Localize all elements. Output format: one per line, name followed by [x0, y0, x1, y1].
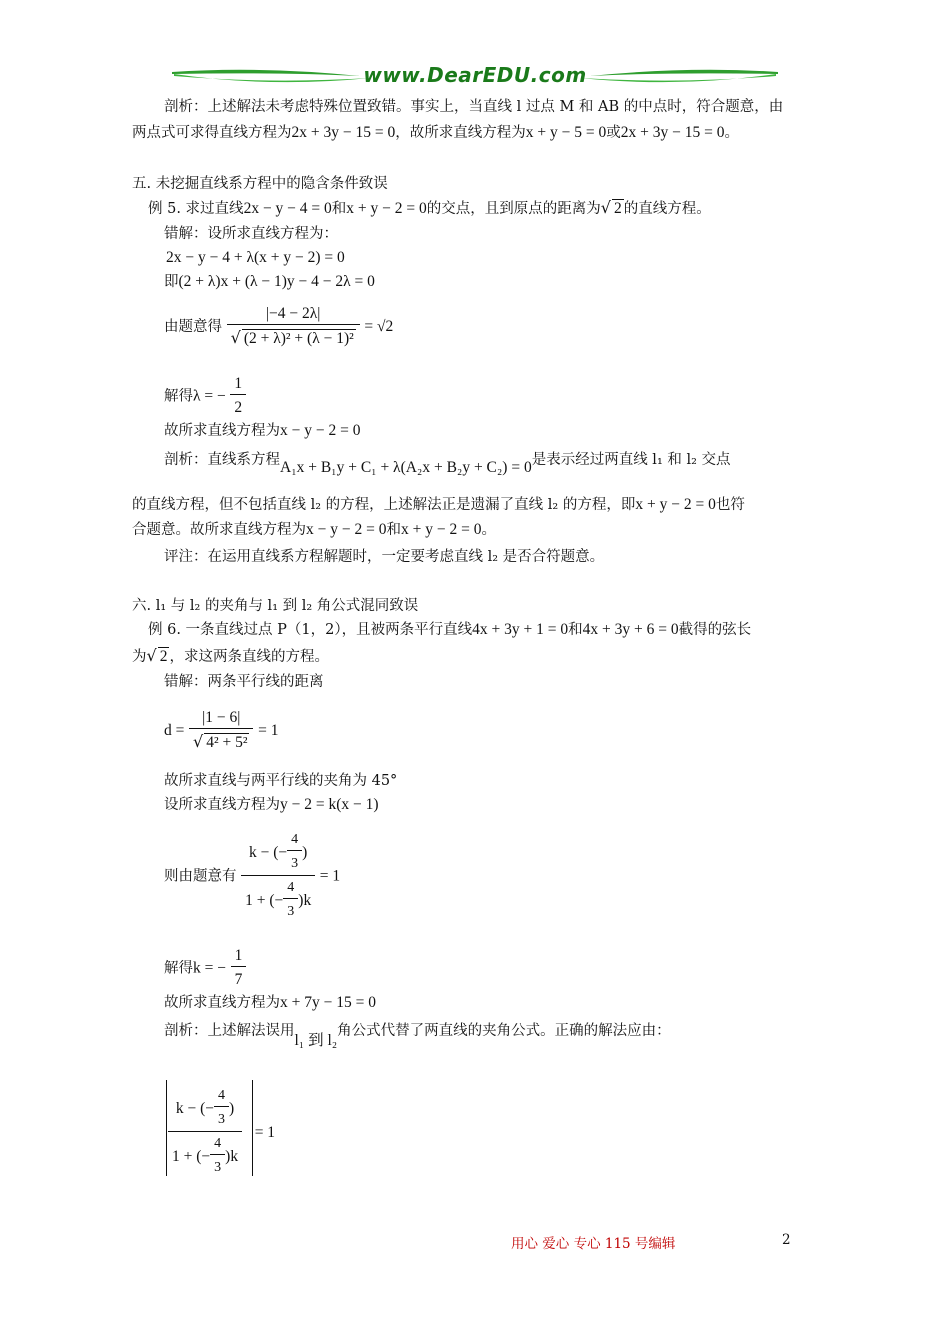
denominator: √ (2 + λ)² + (λ − 1)² — [227, 324, 360, 350]
text: 例 6. 一条直线过点 P（1，2），且被两条平行直线 — [148, 622, 473, 638]
sec6-final-condition — [168, 1086, 275, 1179]
lhs: k = − — [193, 959, 226, 977]
sec5-analysis-line1 — [164, 450, 731, 476]
sec5-solve — [164, 374, 246, 419]
sec5-example — [148, 198, 711, 219]
sec5-equation-a: 2x − y − 4 + λ(x + y − 2) = 0 — [166, 249, 345, 266]
text: 剖析：上述解法误用 — [164, 1023, 295, 1039]
footer-tag: 用心 爱心 专心 115 号编辑 — [511, 1236, 676, 1252]
equation: 4x + 3y + 6 = 0 — [582, 621, 679, 638]
text: ，故所求直线方程为 — [395, 125, 526, 141]
text: 截得的弦长 — [678, 622, 752, 638]
text: 和 — [568, 622, 583, 638]
fraction — [227, 304, 360, 350]
site-logo-text: www.DearEDU.com — [363, 63, 587, 87]
text: 解得 — [164, 388, 193, 405]
text: 的直线方程，但不包括直线 l₂ 的方程，上述解法正是遗漏了直线 l₂ 的方程，即 — [132, 497, 636, 513]
text: 合题意。故所求直线方程为 — [132, 522, 306, 538]
text: 和 — [331, 201, 347, 217]
equation: x + y − 2 = 0 — [635, 496, 716, 513]
sec4-analysis-line1: 剖析：上述解法未考虑特殊位置致错。事实上，当直线 l 过点 M 和 AB 的中点时，符合题意，由 — [164, 99, 784, 115]
sec5-answer — [164, 421, 360, 441]
rhs: = 1 — [254, 1123, 276, 1141]
text: 是表示经过两直线 l₁ 和 l₂ 交点 — [531, 452, 731, 468]
text: 由题意得 — [164, 319, 222, 335]
fraction: $\frac{|1 - 6|}{\text{√ 4² + 5²}}$ — [189, 708, 254, 754]
sec6-set-equation — [164, 795, 379, 815]
denominator: 1 + (− $\frac{4}{3}$ ) k — [241, 875, 315, 923]
text: 和 — [386, 522, 401, 538]
page-number: 2 — [782, 1232, 791, 1248]
fraction: $\frac{1}{7}$ — [231, 946, 247, 991]
text: 角公式代替了两直线的夹角公式。正确的解法应由： — [337, 1023, 671, 1039]
text: 设所求直线方程为 — [164, 797, 280, 813]
fraction: $\frac{1}{2}$ — [230, 374, 246, 419]
sec4-analysis-line2 — [132, 123, 739, 143]
text: ，求这两条直线的方程。 — [169, 649, 329, 665]
fraction — [241, 830, 315, 923]
sec5-wrong-solution: 错解：设所求直线方程为： — [164, 226, 338, 242]
sec5-equation-b — [164, 272, 375, 292]
sec5-heading: 五. 未挖掘直线系方程中的隐含条件致误 — [132, 176, 388, 192]
text: 剖析：直线系方程 — [164, 452, 280, 468]
text: 两点式可求得直线方程为 — [132, 125, 292, 141]
sec5-condition — [164, 304, 393, 350]
sec5-analysis-line2 — [132, 495, 745, 515]
lhs: d = — [164, 722, 185, 739]
equation: x + y − 2 = 0 — [400, 521, 482, 538]
sec6-analysis — [164, 1021, 671, 1049]
equation: 2x + 3y − 15 = 0 — [291, 124, 396, 141]
equation: y − 2 = k(x − 1) — [280, 796, 379, 813]
text: 即 — [164, 274, 179, 290]
header-banner — [170, 62, 780, 94]
radicand: 2 — [159, 648, 168, 665]
equation: x + 7y − 15 = 0 — [280, 994, 376, 1011]
text: 。 — [481, 522, 496, 538]
equation: x − y − 2 = 0 — [306, 521, 387, 538]
text: 。 — [724, 125, 739, 141]
text: 则由题意有 — [164, 868, 237, 885]
sec6-solve — [164, 946, 246, 991]
denominator: 1 + (− $\frac{4}{3}$ ) k — [168, 1131, 242, 1179]
rhs: = 1 — [258, 722, 279, 739]
text: 故所求直线方程为 — [164, 423, 280, 439]
text: 为 — [132, 649, 147, 665]
sec6-example-line1 — [148, 620, 751, 640]
text: 解得 — [164, 960, 193, 977]
sqrt-sign: √ — [600, 198, 611, 217]
sec5-comment: 评注：在运用直线系方程解题时，一定要考虑直线 l₂ 是否合符题意。 — [164, 549, 605, 565]
text: 故所求直线方程为 — [164, 995, 280, 1011]
text: 的直线方程。 — [623, 201, 711, 217]
rhs: = 1 — [319, 867, 341, 885]
equation: x − y − 2 = 0 — [280, 422, 361, 439]
numerator: |−4 − 2λ| — [265, 305, 321, 322]
sec6-wrong-solution: 错解：两条平行线的距离 — [164, 674, 324, 690]
sec5-analysis-line3 — [132, 520, 496, 540]
sec6-example-line2 — [132, 646, 329, 667]
equation: l₁ 到 l₂ — [294, 1032, 338, 1049]
sec6-answer — [164, 993, 376, 1013]
numerator: k − (− $\frac{4}{3}$ ) — [245, 830, 311, 875]
fraction — [168, 1086, 242, 1179]
equation: (2 + λ)x + (λ − 1)y − 4 − 2λ = 0 — [178, 273, 375, 290]
text: 的交点，且到原点的距离为 — [426, 201, 601, 217]
rhs: = √2 — [364, 318, 394, 335]
sec6-condition — [164, 830, 340, 923]
equation: 4x + 3y + 1 = 0 — [472, 621, 569, 638]
sec6-distance — [164, 708, 278, 754]
sqrt-sign: √ — [146, 646, 157, 665]
sec6-angle: 故所求直线与两平行线的夹角为 45° — [164, 773, 398, 789]
equation: A₁x + B₁y + C₁ + λ(A₂x + B₂y + C₂) = 0 — [280, 459, 532, 476]
radicand: 2 — [613, 200, 622, 217]
equation: 2x − y − 4 = 0 — [243, 200, 332, 217]
text: 或 — [606, 125, 621, 141]
equation: 2x + 3y − 15 = 0 — [620, 124, 725, 141]
equation: x + y − 2 = 0 — [346, 200, 427, 217]
abs-bar-left — [166, 1080, 167, 1176]
text: 也符 — [715, 497, 745, 513]
sec6-heading: 六. l₁ 与 l₂ 的夹角与 l₁ 到 l₂ 角公式混同致误 — [132, 598, 419, 614]
equation: x + y − 5 = 0 — [525, 124, 607, 141]
lhs: λ = − — [193, 387, 226, 405]
text: 例 5. 求过直线 — [148, 201, 244, 217]
numerator: k − (− $\frac{4}{3}$ ) — [172, 1086, 238, 1131]
